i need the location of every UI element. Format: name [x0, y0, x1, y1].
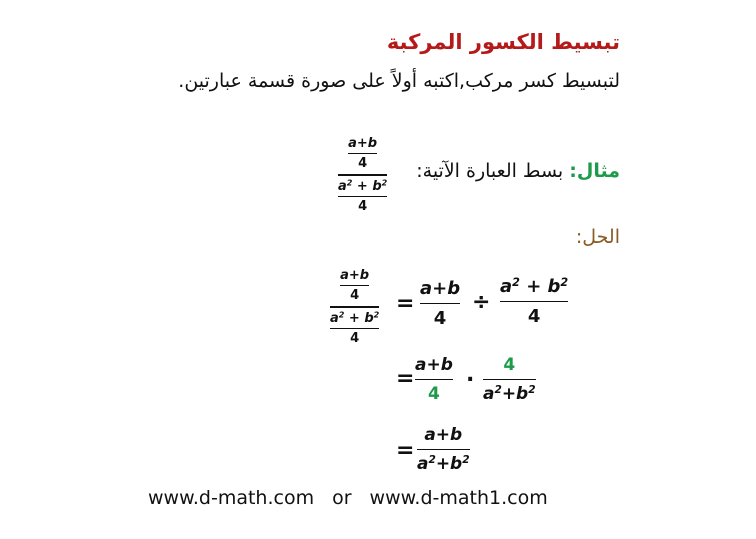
footer-site-1[interactable]: www.d-math.com: [148, 487, 315, 509]
example-line: [416, 160, 620, 182]
step3-fraction: $\frac{a+b}{a^2+b^2}$: [417, 425, 470, 474]
solution-label: الحل:: [575, 226, 620, 248]
page-title: تبسيط الكسور المركبة: [386, 30, 620, 54]
intro-text: لتبسيط كسر مركب,اكتبه أولاً على صورة قسمة عبارتين.: [178, 70, 620, 92]
example-top-denominator: 4: [358, 156, 368, 171]
step1-top-denominator: 4: [350, 288, 360, 303]
step1-fraction-b: $\frac{a^2 + b^2}{4}$: [500, 275, 569, 327]
step2-b-numerator: 4: [503, 355, 516, 375]
equals-sign-3: =: [396, 438, 415, 463]
step1-a-numerator: a+b: [420, 278, 461, 299]
equals-sign-2: =: [396, 366, 415, 391]
example-text: بسط العبارة الآتية:: [416, 160, 564, 182]
step2-fraction-a: [415, 355, 453, 404]
step2-a-numerator: a+b: [415, 355, 453, 375]
footer-or: or: [332, 487, 352, 509]
example-bottom-denominator: 4: [358, 199, 368, 214]
example-complex-fraction: $\frac{\frac{a+b}{4}}{\frac{a^2 + b^2}{4}}$: [338, 136, 388, 214]
step2-fraction-b: $\frac{4}{a^2+b^2}$: [483, 355, 536, 404]
step1-bottom-denominator: 4: [350, 331, 360, 346]
footer-site-2[interactable]: www.d-math1.com: [369, 487, 548, 509]
step3-numerator: a+b: [424, 425, 463, 445]
step1-a-denominator: 4: [433, 308, 447, 329]
example-label: مثال:: [569, 160, 620, 182]
step1-top-numerator: a+b: [340, 268, 370, 283]
footer-links: [148, 487, 548, 509]
step1-b-denominator: 4: [527, 306, 541, 327]
multiplication-dot: .: [466, 362, 475, 387]
step1-fraction-a: [420, 278, 460, 329]
equals-sign-1: =: [396, 291, 415, 316]
division-sign: ÷: [472, 290, 491, 315]
step2-a-denominator: 4: [428, 384, 440, 404]
example-top-numerator: a+b: [348, 136, 378, 151]
step1-complex-fraction: $\frac{\frac{a+b}{4}}{\frac{a^2 + b^2}{4}}$: [330, 268, 380, 346]
